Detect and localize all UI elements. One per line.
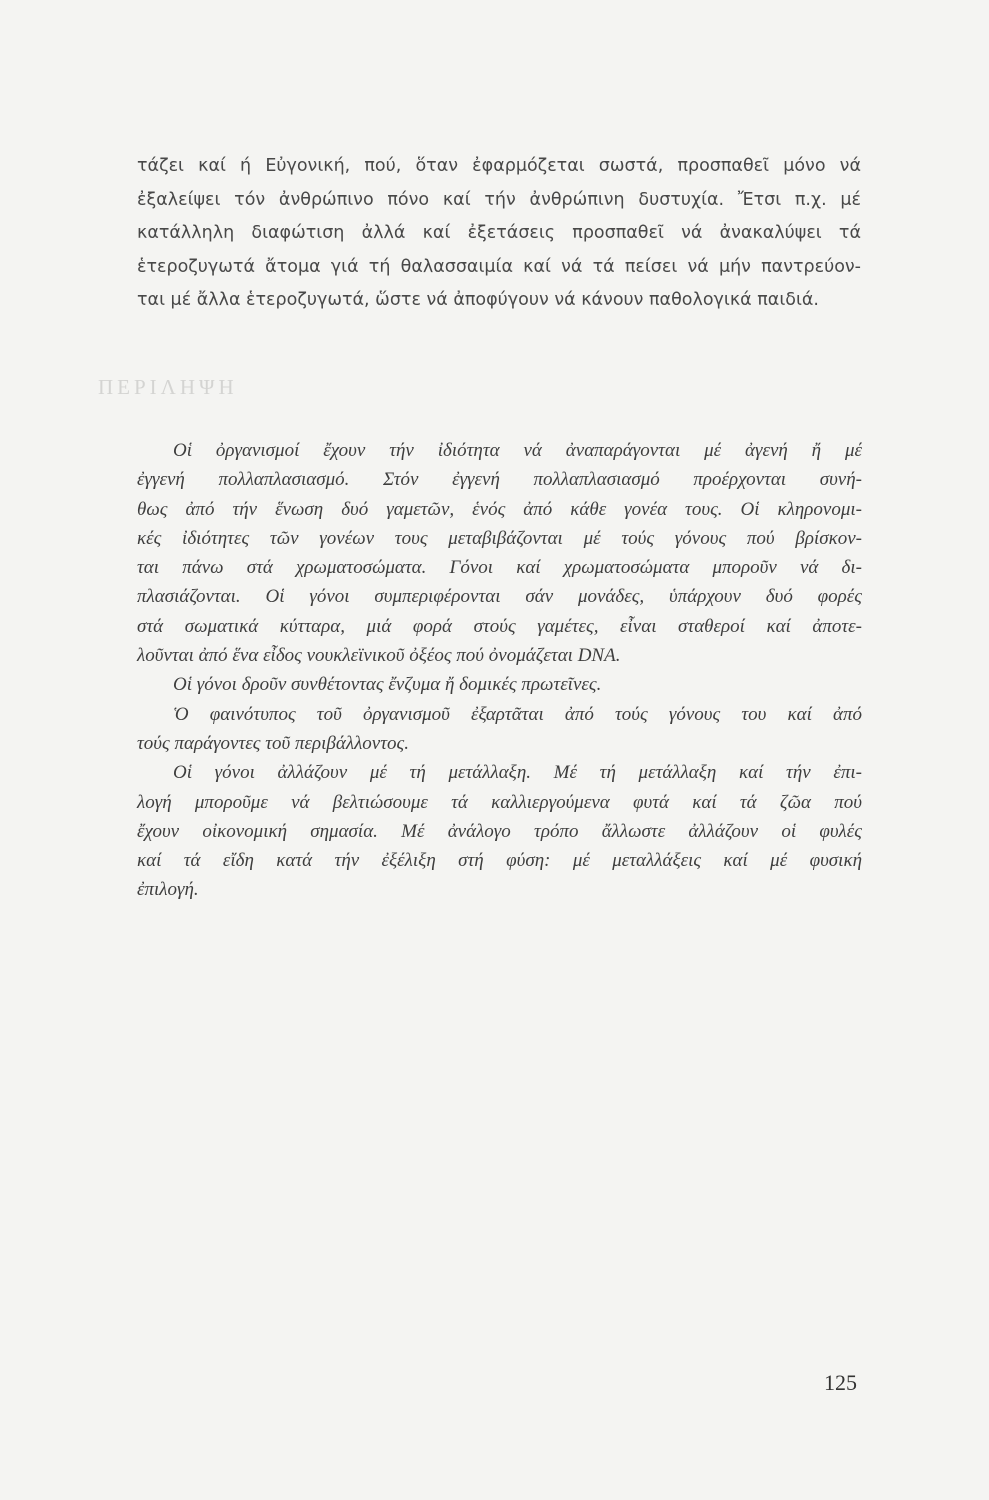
text-line: Ὁ φαινότυπος τοῦ ὀργανισμοῦ ἐξαρτᾶται ἀπό τούς γόνους του καί ἀπό <box>173 703 862 725</box>
text-line: ἑτεροζυγωτά ἄτομα γιά τή θαλασσαιμία καί νά τά πείσει νά μήν παντρεύον- <box>137 256 861 277</box>
text-line: κατάλληλη διαφώτιση ἀλλά καί ἐξετάσεις προσπαθεῖ νά ἀνακαλύψει τά <box>137 223 861 243</box>
text-line: ἐξαλείψει τόν ἀνθρώπινο πόνο καί τήν ἀνθρώπινη δυστυχία. Ἔτσι π.χ. μέ <box>137 189 861 210</box>
text-line: ἔχουν οἰκονομική σημασία. Μέ ἀνάλογο τρόπο ἄλλωστε ἀλλάζουν οἱ φυλές <box>137 820 862 842</box>
text-line: τούς παράγοντες τοῦ περιβάλλοντος. <box>137 732 409 754</box>
text-line: λογή μποροῦμε νά βελτιώσουμε τά καλλιεργούμενα φυτά καί τά ζῶα πού <box>137 791 862 813</box>
text-line: ται μέ ἄλλα ἑτεροζυγωτά, ὥστε νά ἀποφύγουν νά κάνουν παθολογικά παιδιά. <box>137 290 819 310</box>
text-line: καί τά εἴδη κατά τήν ἐξέλιξη στή φύση: μέ μεταλλάξεις καί μέ φυσική <box>137 850 862 872</box>
page-number: 125 <box>824 1370 857 1395</box>
text-line: θως ἀπό τήν ἕνωση δυό γαμετῶν, ἑνός ἀπό κάθε γονέα τους. Οἱ κληρονομι- <box>137 498 862 520</box>
text-line: ται πάνω στά χρωματοσώματα. Γόνοι καί χρωματοσώματα μποροῦν νά δι- <box>137 557 862 579</box>
text-line: Οἱ ὀργανισμοί ἔχουν τήν ἰδιότητα νά ἀναπαράγονται μέ ἀγενή ἤ μέ <box>173 440 862 461</box>
section-heading: ΠΕΡΙΛΗΨΗ <box>98 375 238 399</box>
text-line: ἐγγενή πολλαπλασιασμό. Στόν ἐγγενή πολλαπλασιασμό προέρχονται συνή- <box>137 469 862 491</box>
text-line: κές ἰδιότητες τῶν γονέων τους μεταβιβάζονται μέ τούς γόνους πού βρίσκον- <box>137 527 862 549</box>
text-line: λοῦνται ἀπό ἕνα εἶδος νουκλεϊνικοῦ ὀξέος πού ὀνομάζεται DNA. <box>137 645 621 667</box>
text-line: πλασιάζονται. Οἱ γόνοι συμπεριφέρονται σάν μονάδες, ὑπάρχουν δυό φορές <box>137 586 862 608</box>
text-line: στά σωματικά κύτταρα, μιά φορά στούς γαμέτες, εἶναι σταθεροί καί ἀποτε- <box>137 615 862 637</box>
text-line: Οἱ γόνοι δροῦν συνθέτοντας ἔνζυμα ἤ δομικές πρωτεῖνες. <box>173 674 602 696</box>
text-line: ἐπιλογή. <box>137 879 199 901</box>
summary-section <box>137 436 862 905</box>
intro-paragraph <box>137 150 861 318</box>
text-line: τάζει καί ή Εὐγονική, πού, ὅταν ἐφαρμόζεται σωστά, προσπαθεῖ μόνο νά <box>137 156 861 176</box>
text-line: Οἱ γόνοι ἀλλάζουν μέ τή μετάλλαξη. Μέ τή μετάλλαξη καί τήν ἐπι- <box>173 762 862 784</box>
